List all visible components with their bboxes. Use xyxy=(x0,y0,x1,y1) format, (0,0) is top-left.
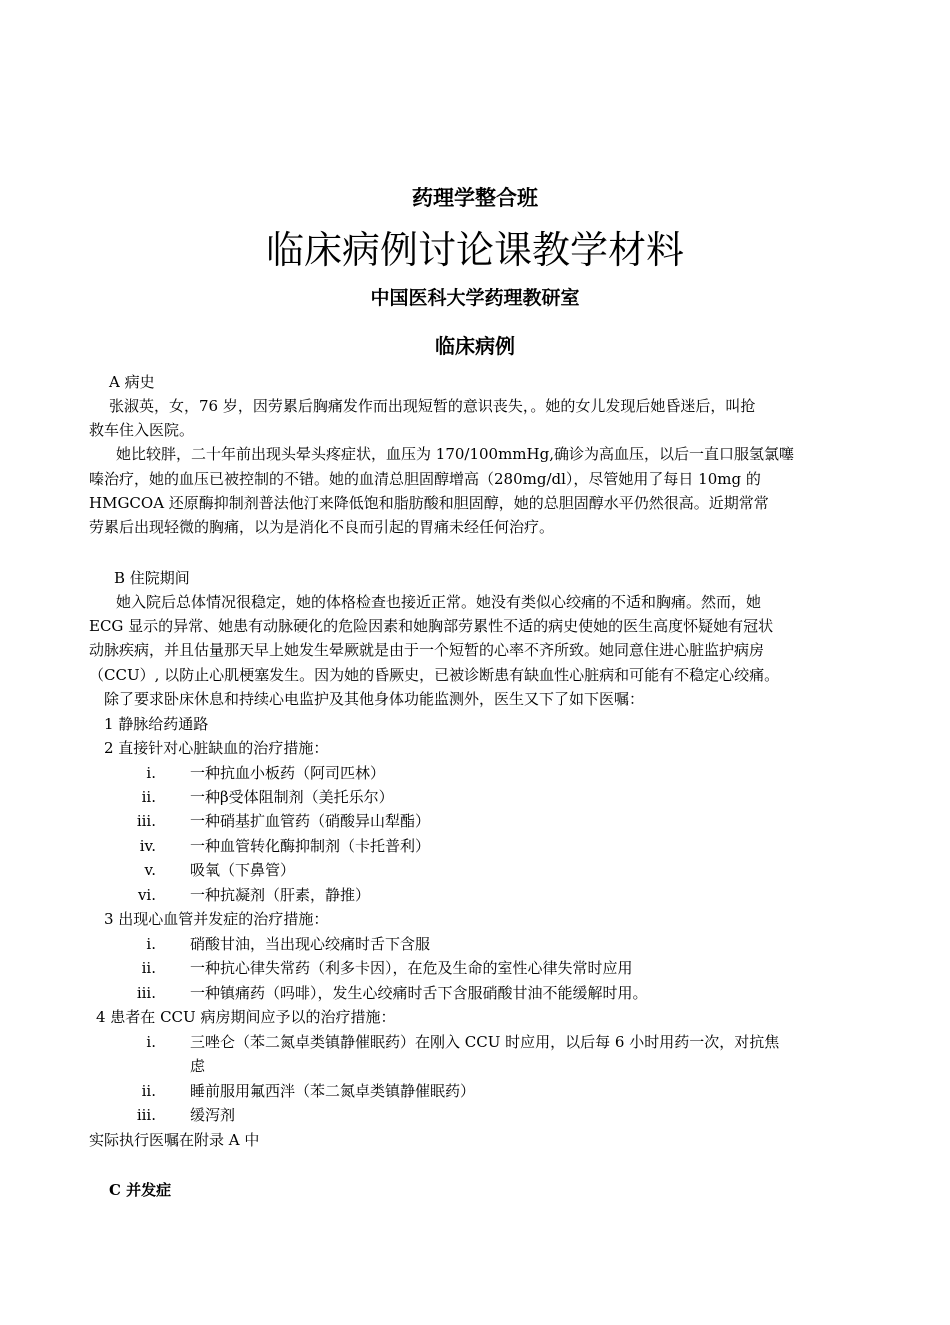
hospital-line: 动脉疾病，并且估量那天早上她发生晕厥就是由于一个短暂的心率不齐所致。她同意住进心脏监护病房 xyxy=(89,641,765,659)
complications-heading: C 并发症 xyxy=(109,1181,172,1199)
history-line: 救车住入医院。 xyxy=(89,421,195,439)
list-item: 睡前服用氟西泮（苯二氮卓类镇静催眠药） xyxy=(190,1082,476,1100)
list-number: ii. xyxy=(141,959,156,977)
appendix-note: 实际执行医嘱在附录 A 中 xyxy=(89,1131,260,1149)
list-item: 一种抗心律失常药（利多卡因），在危及生命的室性心律失常时应用 xyxy=(190,959,633,977)
list-item: 一种β受体阻制剂（美托乐尔） xyxy=(190,788,394,806)
history-line: 嗪治疗，她的血压已被控制的不错。她的血清总胆固醇增高（280mg/dl），尽管她用了每日 10mg 的 xyxy=(89,470,761,488)
history-line: 劳累后出现轻微的胸痛，以为是消化不良而引起的胃痛未经任何治疗。 xyxy=(89,518,555,536)
list-item: 一种抗凝剂（肝素，静推） xyxy=(190,886,371,904)
list-number: ii. xyxy=(141,788,156,806)
list-number: vi. xyxy=(137,886,156,904)
hospital-line: 除了要求卧床休息和持续心电监护及其他身体功能监测外，医生又下了如下医嘱： xyxy=(104,690,645,708)
list-number: iii. xyxy=(136,812,156,830)
history-heading: A 病史 xyxy=(109,373,155,391)
list-item: 一种镇痛药（吗啡），发生心绞痛时舌下含服硝酸甘油不能缓解时用。 xyxy=(190,984,648,1002)
hospital-line: 她入院后总体情况很稳定，她的体格检查也接近正常。她没有类似心绞痛的不适和胸痛。然而，她 xyxy=(116,593,762,611)
list-item-continuation: 虑 xyxy=(190,1057,206,1075)
list-number: i. xyxy=(146,935,156,953)
history-line: 她比较胖，二十年前出现头晕头疼症状，血压为 170/100mmHg,确诊为高血压，以后一直口服氢氯噻 xyxy=(116,445,794,463)
list-item: 一种硝基扩血管药（硝酸异山犁酯） xyxy=(190,812,431,830)
list-number: iv. xyxy=(139,837,156,855)
list-number: iii. xyxy=(136,984,156,1002)
hospital-heading: B 住院期间 xyxy=(114,569,190,587)
list-item: 硝酸甘油，当出现心绞痛时舌下含服 xyxy=(190,935,431,953)
list-item: 一种血管转化酶抑制剂（卡托普利） xyxy=(190,837,431,855)
list-number: v. xyxy=(144,861,156,879)
order-2: 2 直接针对心脏缺血的治疗措施： xyxy=(104,739,329,757)
list-number: i. xyxy=(146,1033,156,1051)
list-item: 一种抗血小板药（阿司匹林） xyxy=(190,764,386,782)
order-4: 4 患者在 CCU 病房期间应予以的治疗措施： xyxy=(96,1008,396,1026)
section-title: 临床病例 xyxy=(435,334,515,358)
history-line: 张淑英，女，76 岁，因劳累后胸痛发作而出现短暂的意识丧失，。她的女儿发现后她昏迷后，叫抢 xyxy=(109,397,756,415)
order-3: 3 出现心血管并发症的治疗措施： xyxy=(104,910,329,928)
list-number: i. xyxy=(146,764,156,782)
document-title: 临床病例讨论课教学材料 xyxy=(265,228,684,272)
history-line: HMGCOA 还原酶抑制剂普法他汀来降低饱和脂肪酸和胆固醇，她的总胆固醇水平仍然很高。近期常常 xyxy=(89,494,769,512)
list-number: ii. xyxy=(141,1082,156,1100)
order-1: 1 静脉给药通路 xyxy=(104,715,209,733)
course-subtitle: 药理学整合班 xyxy=(412,185,538,210)
list-item: 吸氧（下鼻管） xyxy=(190,861,296,879)
list-item: 缓泻剂 xyxy=(190,1106,236,1124)
hospital-line: ECG 显示的异常、她患有动脉硬化的危险因素和她胸部劳累性不适的病史使她的医生高度怀疑她有冠状 xyxy=(89,617,774,635)
hospital-line: （CCU）, 以防止心肌梗塞发生。因为她的昏厥史，已被诊断患有缺血性心脏病和可能有不稳定心绞痛。 xyxy=(89,666,780,684)
list-item: 三唑仑（苯二氮卓类镇静催眠药）在刚入 CCU 时应用，以后每 6 小时用药一次，对抗焦 xyxy=(190,1033,780,1051)
list-number: iii. xyxy=(136,1106,156,1124)
organization-name: 中国医科大学药理教研室 xyxy=(370,287,580,309)
